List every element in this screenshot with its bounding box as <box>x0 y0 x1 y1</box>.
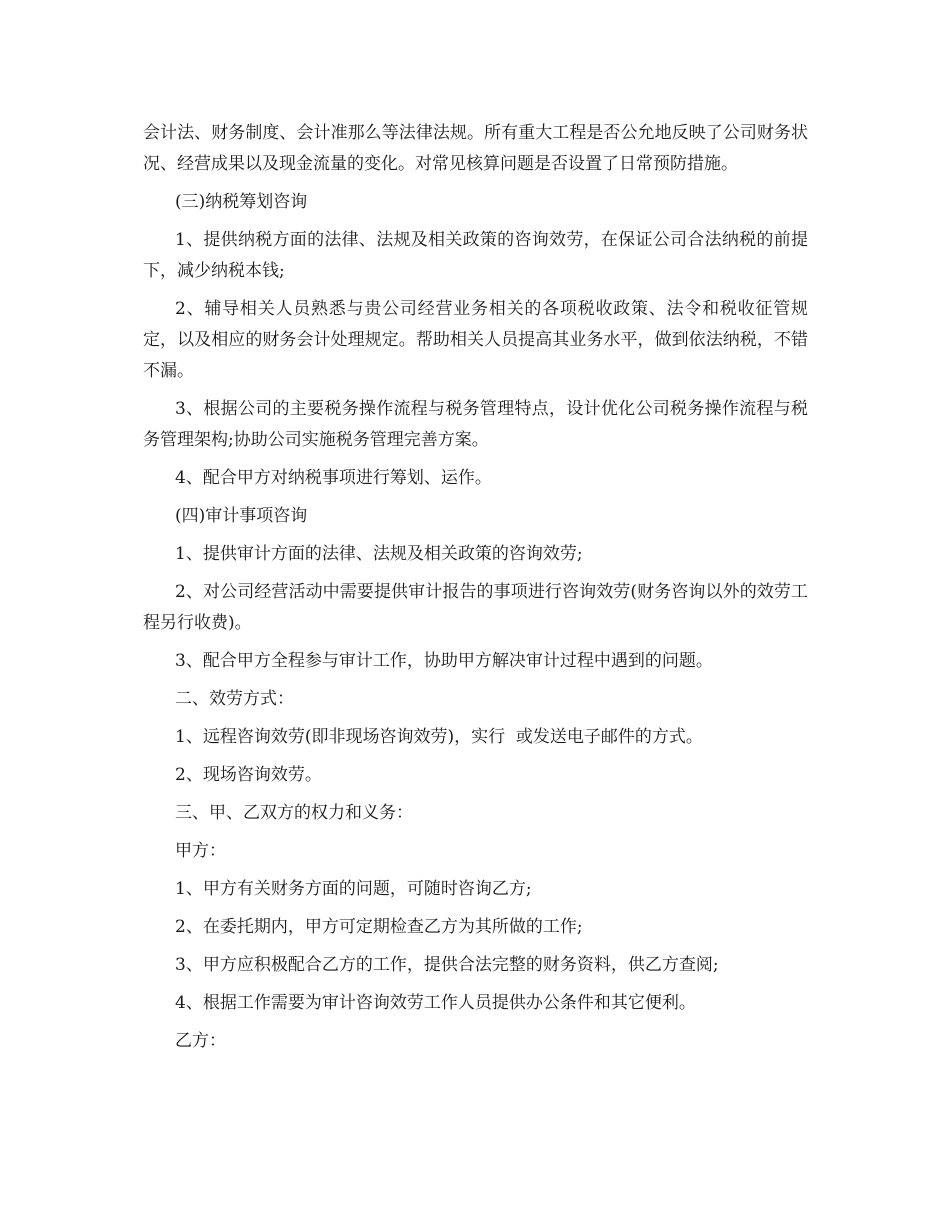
paragraph-audit-item-3: 3、配合甲方全程参与审计工作，协助甲方解决审计过程中遇到的问题。 <box>175 651 713 671</box>
party-b-heading: 乙方： <box>175 1031 226 1051</box>
paragraph-audit-item-2: 2、对公司经营活动中需要提供审计报告的事项进行咨询效劳(财务咨询以外的效劳工程另行收费)。 <box>143 582 808 633</box>
section-heading-tax-planning: (三)纳税筹划咨询 <box>175 192 308 212</box>
paragraph-audit-item-1: 1、提供审计方面的法律、法规及相关政策的咨询效劳; <box>175 544 583 564</box>
paragraph-party-a-item-1: 1、甲方有关财务方面的问题，可随时咨询乙方; <box>175 879 532 899</box>
paragraph-party-a-item-3: 3、甲方应积极配合乙方的工作，提供合法完整的财务资料，供乙方查阅; <box>175 955 719 975</box>
party-a-heading: 甲方： <box>175 841 226 861</box>
paragraph-tax-item-1: 1、提供纳税方面的法律、法规及相关政策的咨询效劳，在保证公司合法纳税的前提下，减少纳税本钱; <box>143 230 808 281</box>
paragraph-party-a-item-2: 2、在委托期内，甲方可定期检查乙方为其所做的工作; <box>175 917 583 937</box>
paragraph-party-a-item-4: 4、根据工作需要为审计咨询效劳工作人员提供办公条件和其它便利。 <box>175 993 696 1013</box>
paragraph-tax-item-3: 3、根据公司的主要税务操作流程与税务管理特点，设计优化公司税务操作流程与税务管理架构;协助公司实施税务管理完善方案。 <box>143 399 808 450</box>
document-body <box>143 118 808 1064</box>
paragraph-tax-item-2: 2、辅导相关人员熟悉与贵公司经营业务相关的各项税收政策、法令和税收征管规定，以及相应的财务会计处理规定。帮助相关人员提高其业务水平，做到依法纳税，不错不漏。 <box>143 299 808 381</box>
paragraph-continuation: 会计法、财务制度、会计准那么等法律法规。所有重大工程是否公允地反映了公司财务状况、经营成果以及现金流量的变化。对常见核算问题是否设置了日常预防措施。 <box>143 123 808 174</box>
paragraph-service-item-2: 2、现场咨询效劳。 <box>175 765 322 785</box>
paragraph-service-item-1: 1、远程咨询效劳(即非现场咨询效劳)，实行 或发送电子邮件的方式。 <box>175 727 703 747</box>
section-heading-rights-duties: 三、甲、乙双方的权力和义务： <box>175 803 413 823</box>
section-heading-service-mode: 二、效劳方式： <box>175 689 294 709</box>
paragraph-tax-item-4: 4、配合甲方对纳税事项进行筹划、运作。 <box>175 468 492 488</box>
section-heading-audit: (四)审计事项咨询 <box>175 506 308 526</box>
